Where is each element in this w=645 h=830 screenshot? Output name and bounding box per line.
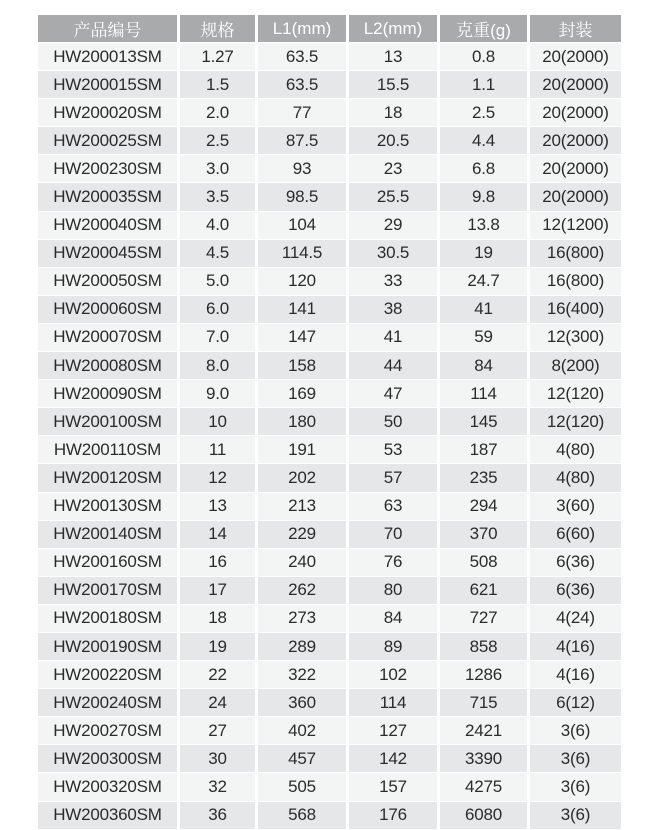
product-code-cell: HW200190SM <box>38 633 180 661</box>
l1-cell: 141 <box>258 296 349 324</box>
product-code-cell: HW200080SM <box>38 352 180 380</box>
l1-cell: 240 <box>258 549 349 577</box>
packaging-cell: 16(800) <box>530 268 621 296</box>
size-cell: 27 <box>180 717 258 745</box>
l1-cell: 63.5 <box>258 43 349 71</box>
packaging-cell: 3(6) <box>530 802 621 830</box>
l2-cell: 47 <box>349 380 440 408</box>
l2-cell: 15.5 <box>349 71 440 99</box>
weight-cell: 858 <box>440 633 530 661</box>
product-code-cell: HW200110SM <box>38 436 180 464</box>
packaging-cell: 12(1200) <box>530 212 621 240</box>
size-cell: 30 <box>180 745 258 773</box>
weight-cell: 6080 <box>440 802 530 830</box>
header-weight: 克重(g) <box>440 15 530 43</box>
header-l1: L1(mm) <box>258 15 349 43</box>
table-row <box>38 71 621 99</box>
size-cell: 12 <box>180 464 258 492</box>
header-product-code: 产品编号 <box>38 15 180 43</box>
weight-cell: 4.4 <box>440 127 530 155</box>
l2-cell: 53 <box>349 436 440 464</box>
packaging-cell: 4(24) <box>530 605 621 633</box>
table-row <box>38 577 621 605</box>
l1-cell: 273 <box>258 605 349 633</box>
weight-cell: 621 <box>440 577 530 605</box>
l1-cell: 505 <box>258 773 349 801</box>
l2-cell: 127 <box>349 717 440 745</box>
l1-cell: 289 <box>258 633 349 661</box>
l1-cell: 229 <box>258 521 349 549</box>
packaging-cell: 6(36) <box>530 577 621 605</box>
l2-cell: 176 <box>349 802 440 830</box>
product-code-cell: HW200360SM <box>38 802 180 830</box>
header-size: 规格 <box>180 15 258 43</box>
weight-cell: 1.1 <box>440 71 530 99</box>
table-row <box>38 99 621 127</box>
product-code-cell: HW200025SM <box>38 127 180 155</box>
l2-cell: 41 <box>349 324 440 352</box>
size-cell: 32 <box>180 773 258 801</box>
l2-cell: 57 <box>349 464 440 492</box>
weight-cell: 9.8 <box>440 183 530 211</box>
l1-cell: 262 <box>258 577 349 605</box>
weight-cell: 4275 <box>440 773 530 801</box>
product-code-cell: HW200240SM <box>38 689 180 717</box>
weight-cell: 727 <box>440 605 530 633</box>
packaging-cell: 3(6) <box>530 773 621 801</box>
table-row <box>38 408 621 436</box>
l1-cell: 77 <box>258 99 349 127</box>
header-row <box>38 15 621 43</box>
size-cell: 17 <box>180 577 258 605</box>
l1-cell: 169 <box>258 380 349 408</box>
table-row <box>38 296 621 324</box>
l1-cell: 457 <box>258 745 349 773</box>
packaging-cell: 20(2000) <box>530 155 621 183</box>
l1-cell: 191 <box>258 436 349 464</box>
weight-cell: 13.8 <box>440 212 530 240</box>
size-cell: 24 <box>180 689 258 717</box>
packaging-cell: 4(16) <box>530 633 621 661</box>
l2-cell: 44 <box>349 352 440 380</box>
product-code-cell: HW200070SM <box>38 324 180 352</box>
packaging-cell: 6(36) <box>530 549 621 577</box>
packaging-cell: 20(2000) <box>530 43 621 71</box>
table-row <box>38 380 621 408</box>
weight-cell: 84 <box>440 352 530 380</box>
table-row <box>38 127 621 155</box>
weight-cell: 187 <box>440 436 530 464</box>
packaging-cell: 12(120) <box>530 380 621 408</box>
size-cell: 4.0 <box>180 212 258 240</box>
product-code-cell: HW200060SM <box>38 296 180 324</box>
l2-cell: 30.5 <box>349 240 440 268</box>
packaging-cell: 6(60) <box>530 521 621 549</box>
packaging-cell: 4(80) <box>530 436 621 464</box>
weight-cell: 24.7 <box>440 268 530 296</box>
l1-cell: 98.5 <box>258 183 349 211</box>
table-header <box>38 15 621 43</box>
l1-cell: 87.5 <box>258 127 349 155</box>
table-row <box>38 689 621 717</box>
table-row <box>38 521 621 549</box>
packaging-cell: 20(2000) <box>530 71 621 99</box>
packaging-cell: 3(6) <box>530 745 621 773</box>
product-code-cell: HW200045SM <box>38 240 180 268</box>
weight-cell: 2421 <box>440 717 530 745</box>
packaging-cell: 16(800) <box>530 240 621 268</box>
table-row <box>38 661 621 689</box>
l2-cell: 20.5 <box>349 127 440 155</box>
l2-cell: 76 <box>349 549 440 577</box>
weight-cell: 3390 <box>440 745 530 773</box>
size-cell: 13 <box>180 493 258 521</box>
size-cell: 1.5 <box>180 71 258 99</box>
spec-table-container <box>38 15 621 830</box>
product-code-cell: HW200090SM <box>38 380 180 408</box>
product-code-cell: HW200050SM <box>38 268 180 296</box>
packaging-cell: 3(60) <box>530 493 621 521</box>
product-code-cell: HW200015SM <box>38 71 180 99</box>
weight-cell: 2.5 <box>440 99 530 127</box>
size-cell: 36 <box>180 802 258 830</box>
size-cell: 10 <box>180 408 258 436</box>
packaging-cell: 12(300) <box>530 324 621 352</box>
size-cell: 22 <box>180 661 258 689</box>
header-packaging: 封装 <box>530 15 621 43</box>
table-row <box>38 268 621 296</box>
product-code-cell: HW200020SM <box>38 99 180 127</box>
packaging-cell: 20(2000) <box>530 99 621 127</box>
weight-cell: 41 <box>440 296 530 324</box>
weight-cell: 114 <box>440 380 530 408</box>
table-row <box>38 324 621 352</box>
size-cell: 1.27 <box>180 43 258 71</box>
l1-cell: 180 <box>258 408 349 436</box>
table-row <box>38 240 621 268</box>
table-row <box>38 464 621 492</box>
product-code-cell: HW200180SM <box>38 605 180 633</box>
l1-cell: 114.5 <box>258 240 349 268</box>
weight-cell: 59 <box>440 324 530 352</box>
packaging-cell: 12(120) <box>530 408 621 436</box>
l1-cell: 322 <box>258 661 349 689</box>
l1-cell: 213 <box>258 493 349 521</box>
weight-cell: 294 <box>440 493 530 521</box>
l1-cell: 158 <box>258 352 349 380</box>
l1-cell: 202 <box>258 464 349 492</box>
l2-cell: 18 <box>349 99 440 127</box>
product-code-cell: HW200013SM <box>38 43 180 71</box>
size-cell: 7.0 <box>180 324 258 352</box>
weight-cell: 235 <box>440 464 530 492</box>
weight-cell: 715 <box>440 689 530 717</box>
product-code-cell: HW200160SM <box>38 549 180 577</box>
l2-cell: 63 <box>349 493 440 521</box>
table-row <box>38 605 621 633</box>
size-cell: 16 <box>180 549 258 577</box>
table-row <box>38 745 621 773</box>
size-cell: 4.5 <box>180 240 258 268</box>
l1-cell: 360 <box>258 689 349 717</box>
product-code-cell: HW200270SM <box>38 717 180 745</box>
size-cell: 6.0 <box>180 296 258 324</box>
product-code-cell: HW200320SM <box>38 773 180 801</box>
packaging-cell: 4(80) <box>530 464 621 492</box>
l1-cell: 147 <box>258 324 349 352</box>
size-cell: 5.0 <box>180 268 258 296</box>
l2-cell: 50 <box>349 408 440 436</box>
packaging-cell: 20(2000) <box>530 127 621 155</box>
table-row <box>38 352 621 380</box>
size-cell: 3.5 <box>180 183 258 211</box>
product-code-cell: HW200100SM <box>38 408 180 436</box>
l2-cell: 89 <box>349 633 440 661</box>
l2-cell: 142 <box>349 745 440 773</box>
packaging-cell: 4(16) <box>530 661 621 689</box>
l2-cell: 80 <box>349 577 440 605</box>
product-code-cell: HW200120SM <box>38 464 180 492</box>
size-cell: 2.5 <box>180 127 258 155</box>
table-body <box>38 43 621 830</box>
l2-cell: 70 <box>349 521 440 549</box>
product-code-cell: HW200035SM <box>38 183 180 211</box>
table-row <box>38 155 621 183</box>
l2-cell: 13 <box>349 43 440 71</box>
l1-cell: 120 <box>258 268 349 296</box>
packaging-cell: 3(6) <box>530 717 621 745</box>
product-code-cell: HW200220SM <box>38 661 180 689</box>
table-row <box>38 183 621 211</box>
l2-cell: 25.5 <box>349 183 440 211</box>
l2-cell: 33 <box>349 268 440 296</box>
weight-cell: 6.8 <box>440 155 530 183</box>
weight-cell: 0.8 <box>440 43 530 71</box>
weight-cell: 145 <box>440 408 530 436</box>
product-code-cell: HW200300SM <box>38 745 180 773</box>
product-spec-table <box>38 15 621 830</box>
product-code-cell: HW200130SM <box>38 493 180 521</box>
weight-cell: 508 <box>440 549 530 577</box>
l1-cell: 568 <box>258 802 349 830</box>
size-cell: 9.0 <box>180 380 258 408</box>
size-cell: 14 <box>180 521 258 549</box>
packaging-cell: 8(200) <box>530 352 621 380</box>
l2-cell: 84 <box>349 605 440 633</box>
size-cell: 11 <box>180 436 258 464</box>
product-code-cell: HW200170SM <box>38 577 180 605</box>
table-row <box>38 493 621 521</box>
l1-cell: 104 <box>258 212 349 240</box>
table-row <box>38 717 621 745</box>
weight-cell: 19 <box>440 240 530 268</box>
product-code-cell: HW200140SM <box>38 521 180 549</box>
weight-cell: 1286 <box>440 661 530 689</box>
l2-cell: 114 <box>349 689 440 717</box>
table-row <box>38 633 621 661</box>
table-row <box>38 436 621 464</box>
header-l2: L2(mm) <box>349 15 440 43</box>
table-row <box>38 802 621 830</box>
table-row <box>38 212 621 240</box>
product-code-cell: HW200230SM <box>38 155 180 183</box>
l2-cell: 23 <box>349 155 440 183</box>
packaging-cell: 16(400) <box>530 296 621 324</box>
table-row <box>38 773 621 801</box>
size-cell: 18 <box>180 605 258 633</box>
l1-cell: 63.5 <box>258 71 349 99</box>
l2-cell: 102 <box>349 661 440 689</box>
l1-cell: 93 <box>258 155 349 183</box>
l2-cell: 29 <box>349 212 440 240</box>
table-row <box>38 43 621 71</box>
size-cell: 8.0 <box>180 352 258 380</box>
packaging-cell: 6(12) <box>530 689 621 717</box>
l2-cell: 157 <box>349 773 440 801</box>
table-row <box>38 549 621 577</box>
product-code-cell: HW200040SM <box>38 212 180 240</box>
weight-cell: 370 <box>440 521 530 549</box>
l2-cell: 38 <box>349 296 440 324</box>
size-cell: 2.0 <box>180 99 258 127</box>
packaging-cell: 20(2000) <box>530 183 621 211</box>
l1-cell: 402 <box>258 717 349 745</box>
size-cell: 19 <box>180 633 258 661</box>
size-cell: 3.0 <box>180 155 258 183</box>
